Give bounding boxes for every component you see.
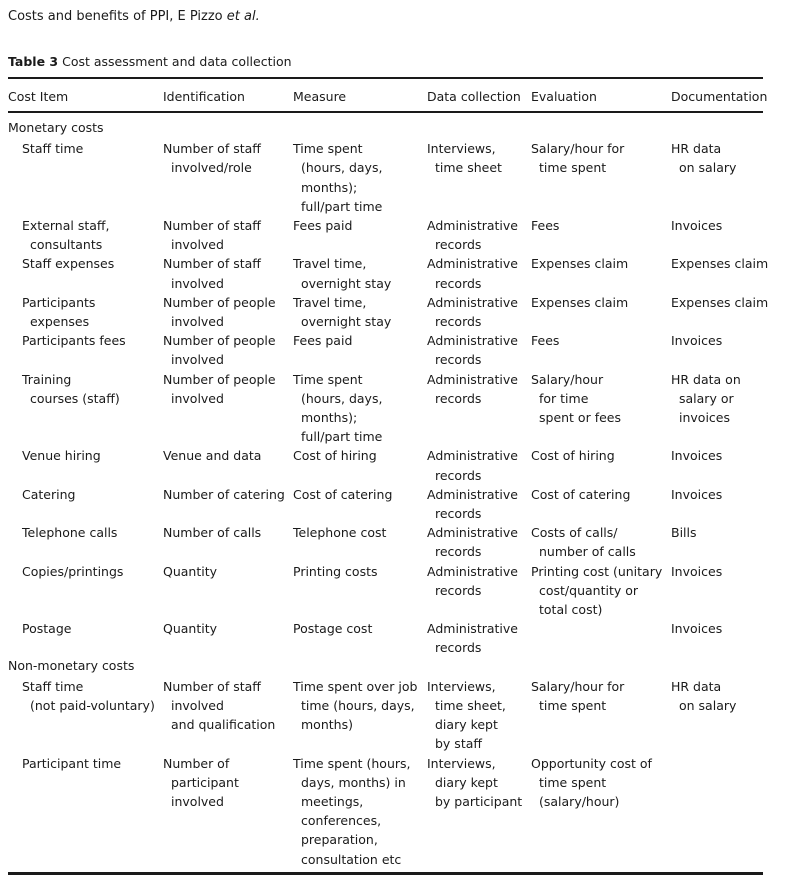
cell-line: Participants [22, 294, 96, 310]
cell-identification [163, 446, 261, 465]
cell-cost-item [22, 677, 155, 715]
cell-line: Number of [163, 755, 230, 771]
cell-line: Travel time, [293, 256, 367, 272]
cell-line: Number of people [163, 294, 276, 310]
cell-line: involved/role [171, 160, 252, 176]
cell-line: Staff time [22, 141, 84, 157]
cell-line: Number of staff [163, 256, 261, 272]
cell-line: involved [171, 390, 224, 406]
cell-line: Travel time, [293, 294, 367, 310]
cell-line: Administrative [427, 218, 518, 233]
header-cost-item: Cost Item [8, 89, 69, 104]
cell-evaluation [531, 446, 615, 465]
cell-line: Number of calls [163, 525, 262, 541]
cell-documentation [671, 446, 722, 465]
cell-evaluation [531, 139, 624, 177]
cell-line: Invoices [671, 621, 723, 637]
cell-evaluation [531, 485, 630, 504]
cell-data-collection [427, 523, 518, 561]
cell-line: records [435, 237, 482, 253]
cell-line: by participant [435, 794, 523, 809]
cell-line: HR data [671, 141, 722, 157]
cell-line: Telephone cost [293, 525, 387, 541]
cell-data-collection [427, 754, 522, 812]
cell-line: involved [171, 275, 224, 291]
cell-line: records [435, 582, 482, 598]
cell-line: Printing cost (unitary [531, 563, 663, 579]
cell-line: Administrative [427, 294, 518, 310]
cell-documentation [671, 677, 736, 715]
cell-line: time spent [539, 698, 607, 713]
cell-line: time spent [539, 774, 607, 790]
cell-identification [163, 562, 217, 581]
cell-line: Postage [22, 621, 72, 637]
cell-line: Invoices [671, 218, 723, 233]
table-title: Cost assessment and data collection [58, 54, 292, 69]
cell-line: Administrative [427, 486, 518, 502]
cell-line: Venue hiring [22, 448, 101, 464]
cell-line: Fees [531, 333, 560, 349]
cell-line: (salary/hour) [539, 794, 620, 809]
cell-documentation [671, 331, 722, 350]
cell-documentation [671, 216, 722, 235]
cell-identification [163, 293, 276, 331]
cell-line: Postage cost [293, 621, 373, 637]
cell-line: Invoices [671, 333, 723, 349]
cell-line: days, months) in [301, 774, 406, 790]
cell-measure [293, 562, 378, 581]
table-bottom-rule [8, 872, 763, 875]
cell-line: Costs of calls/ [531, 525, 618, 541]
table-top-rule [8, 77, 763, 79]
cell-line: number of calls [539, 544, 636, 560]
header-identification: Identification [163, 89, 245, 104]
running-head-italic: et al. [226, 9, 260, 24]
header-documentation: Documentation [671, 89, 768, 104]
cell-line: Time spent (hours, [293, 755, 411, 771]
cell-line: expenses [30, 314, 90, 329]
cell-line: participant [171, 774, 239, 790]
header-data-collection: Data collection [427, 89, 521, 104]
cell-line: Number of people [163, 333, 276, 349]
cell-line: meetings, [301, 794, 364, 809]
cell-data-collection [427, 216, 518, 254]
cell-evaluation [531, 677, 624, 715]
cell-line: Invoices [671, 448, 723, 464]
cell-line: Expenses claim [531, 256, 629, 272]
cell-documentation [671, 562, 722, 581]
cell-cost-item [22, 216, 110, 254]
cell-line: HR data on [671, 371, 741, 387]
section-title: Monetary costs [8, 120, 104, 135]
cell-line: Interviews, [427, 141, 496, 157]
cell-line: total cost) [539, 602, 603, 617]
cell-identification [163, 485, 285, 504]
cell-line: records [435, 352, 482, 368]
cell-identification [163, 331, 276, 369]
cell-line: full/part time [301, 198, 383, 214]
cell-line: overnight stay [301, 314, 392, 329]
cell-line: Interviews, [427, 755, 496, 771]
cell-identification [163, 523, 261, 542]
cell-measure [293, 523, 386, 542]
cell-line: Expenses claim [671, 256, 769, 272]
cell-line: Number of catering [163, 486, 285, 502]
cell-line: Invoices [671, 486, 723, 502]
cell-documentation [671, 485, 722, 504]
cell-identification [163, 619, 217, 638]
cell-data-collection [427, 254, 518, 292]
cell-line: Administrative [427, 525, 518, 541]
cell-line: Participant time [22, 755, 122, 771]
cell-data-collection [427, 619, 518, 657]
cell-data-collection [427, 485, 518, 523]
running-head-text: Costs and benefits of PPI, E Pizzo [8, 9, 227, 24]
cell-cost-item [22, 370, 120, 408]
cell-documentation [671, 293, 768, 312]
cell-line: records [435, 467, 482, 483]
cell-line: External staff, [22, 218, 110, 233]
cell-line: months); [301, 410, 358, 425]
cell-line: Administrative [427, 448, 518, 464]
cell-line: preparation, [301, 832, 378, 848]
cell-line: Opportunity cost of [531, 755, 652, 771]
cell-identification [163, 754, 239, 812]
cell-line: Salary/hour [531, 371, 604, 387]
cell-identification [163, 677, 275, 735]
cell-line: time sheet, [435, 698, 506, 713]
cell-data-collection [427, 370, 518, 408]
cell-line: Time spent [293, 141, 363, 157]
cell-evaluation [531, 523, 636, 561]
cell-line: Time spent over job [293, 678, 418, 694]
cell-line: (hours, days, [301, 160, 383, 176]
running-head [8, 9, 260, 24]
cell-line: records [435, 314, 482, 329]
cell-line: overnight stay [301, 275, 392, 291]
cell-line: Salary/hour for [531, 141, 625, 157]
table-header-rule [8, 111, 763, 113]
cell-measure [293, 216, 352, 235]
cell-line: Venue and data [163, 448, 262, 464]
cell-line: courses (staff) [30, 390, 120, 406]
cell-line: involved [171, 237, 224, 253]
cell-line: spent or fees [539, 410, 621, 425]
cell-line: (hours, days, [301, 390, 383, 406]
cell-line: Administrative [427, 621, 518, 637]
cell-identification [163, 139, 261, 177]
cell-line: Time spent [293, 371, 363, 387]
cell-measure [293, 331, 352, 350]
cell-line: Interviews, [427, 678, 496, 694]
cell-line: months); [301, 179, 358, 195]
cell-evaluation [531, 216, 559, 235]
table-label: Table 3 [8, 54, 59, 69]
cell-line: Invoices [671, 563, 723, 579]
cell-line: HR data [671, 678, 722, 694]
cell-identification [163, 216, 261, 254]
cell-line: full/part time [301, 429, 383, 445]
cell-line: time spent [539, 160, 607, 176]
cell-line: Cost of hiring [293, 448, 377, 464]
cell-line: Salary/hour for [531, 678, 625, 694]
cell-line: Staff time [22, 678, 84, 694]
cell-documentation [671, 254, 768, 273]
cell-line: consultants [30, 237, 103, 253]
cell-line: Fees paid [293, 218, 353, 233]
cell-measure [293, 370, 382, 447]
cell-line: Cost of hiring [531, 448, 615, 464]
cell-line: Number of staff [163, 141, 261, 157]
cell-measure [293, 446, 377, 465]
cell-data-collection [427, 139, 502, 177]
cell-data-collection [427, 331, 518, 369]
cell-data-collection [427, 446, 518, 484]
cell-line: Expenses claim [531, 294, 629, 310]
cell-measure [293, 754, 411, 869]
cell-documentation [671, 619, 722, 638]
cell-line: diary kept [435, 717, 498, 733]
cell-cost-item [22, 293, 95, 331]
cell-line: Expenses claim [671, 294, 769, 310]
cell-documentation [671, 370, 741, 428]
cell-measure [293, 485, 392, 504]
cell-cost-item [22, 254, 114, 273]
cell-line: Copies/printings [22, 563, 124, 579]
cell-evaluation [531, 331, 559, 350]
cell-line: and qualification [171, 717, 276, 733]
cell-line: Participants fees [22, 333, 126, 349]
section-title: Non-monetary costs [8, 657, 135, 673]
cell-line: Telephone calls [22, 525, 118, 541]
header-measure: Measure [293, 89, 347, 104]
cell-line: diary kept [435, 774, 498, 790]
cell-evaluation [531, 754, 652, 812]
cell-cost-item [22, 485, 75, 504]
cell-identification [163, 370, 276, 408]
cell-line: Staff expenses [22, 256, 115, 272]
cell-line: Administrative [427, 256, 518, 272]
table-caption [8, 54, 292, 69]
cell-line: involved [171, 698, 224, 713]
cell-line: Training [22, 371, 72, 387]
cell-line: consultation etc [301, 851, 402, 867]
cell-line: involved [171, 352, 224, 368]
cell-evaluation [531, 370, 621, 428]
cell-line: Cost of catering [531, 486, 631, 502]
cell-line: months) [301, 717, 353, 733]
cell-line: Quantity [163, 563, 218, 579]
cell-line: Number of staff [163, 678, 261, 694]
cell-line: records [435, 506, 482, 521]
cell-documentation [671, 139, 736, 177]
cell-identification [163, 254, 261, 292]
cell-line: Number of people [163, 371, 276, 387]
cell-line: Number of staff [163, 218, 261, 233]
cell-line: Quantity [163, 621, 218, 637]
cell-line: Fees paid [293, 333, 353, 349]
cell-line: Catering [22, 486, 76, 502]
cell-evaluation [531, 562, 662, 620]
cell-line: salary or [679, 390, 734, 406]
cell-cost-item [22, 331, 126, 350]
cell-line: Administrative [427, 371, 518, 387]
cell-line: by staff [435, 736, 482, 752]
cell-line: cost/quantity or [539, 582, 639, 598]
cell-data-collection [427, 677, 506, 754]
cell-line: Cost of catering [293, 486, 393, 502]
cell-measure [293, 293, 391, 331]
cell-line: (not paid-voluntary) [30, 698, 155, 713]
cell-line: conferences, [301, 813, 382, 829]
cell-line: Administrative [427, 563, 518, 579]
cell-line: on salary [679, 160, 737, 176]
cell-documentation [671, 523, 697, 542]
cell-cost-item [22, 446, 101, 465]
cell-data-collection [427, 562, 518, 600]
cell-evaluation [531, 254, 628, 273]
cell-line: for time [539, 390, 589, 406]
cell-cost-item [22, 754, 121, 773]
cell-measure [293, 254, 391, 292]
cell-measure [293, 619, 372, 638]
cell-cost-item [22, 523, 117, 542]
cell-cost-item [22, 619, 71, 638]
cell-line: records [435, 640, 482, 656]
cell-line: Bills [671, 525, 697, 541]
cell-line: records [435, 390, 482, 406]
cell-line: time sheet [435, 160, 502, 176]
header-evaluation: Evaluation [531, 89, 597, 104]
cell-line: involved [171, 314, 224, 329]
cell-line: time (hours, days, [301, 698, 415, 713]
cell-line: Printing costs [293, 563, 378, 579]
cell-data-collection [427, 293, 518, 331]
cell-line: records [435, 275, 482, 291]
cell-measure [293, 677, 417, 735]
cell-line: on salary [679, 698, 737, 713]
cell-line: Fees [531, 218, 560, 233]
cell-line: records [435, 544, 482, 560]
cell-line: involved [171, 794, 224, 809]
cell-cost-item [22, 139, 83, 158]
cell-measure [293, 139, 382, 216]
cell-cost-item [22, 562, 123, 581]
cell-evaluation [531, 293, 628, 312]
cell-line: invoices [679, 410, 730, 425]
cell-line: Administrative [427, 333, 518, 349]
